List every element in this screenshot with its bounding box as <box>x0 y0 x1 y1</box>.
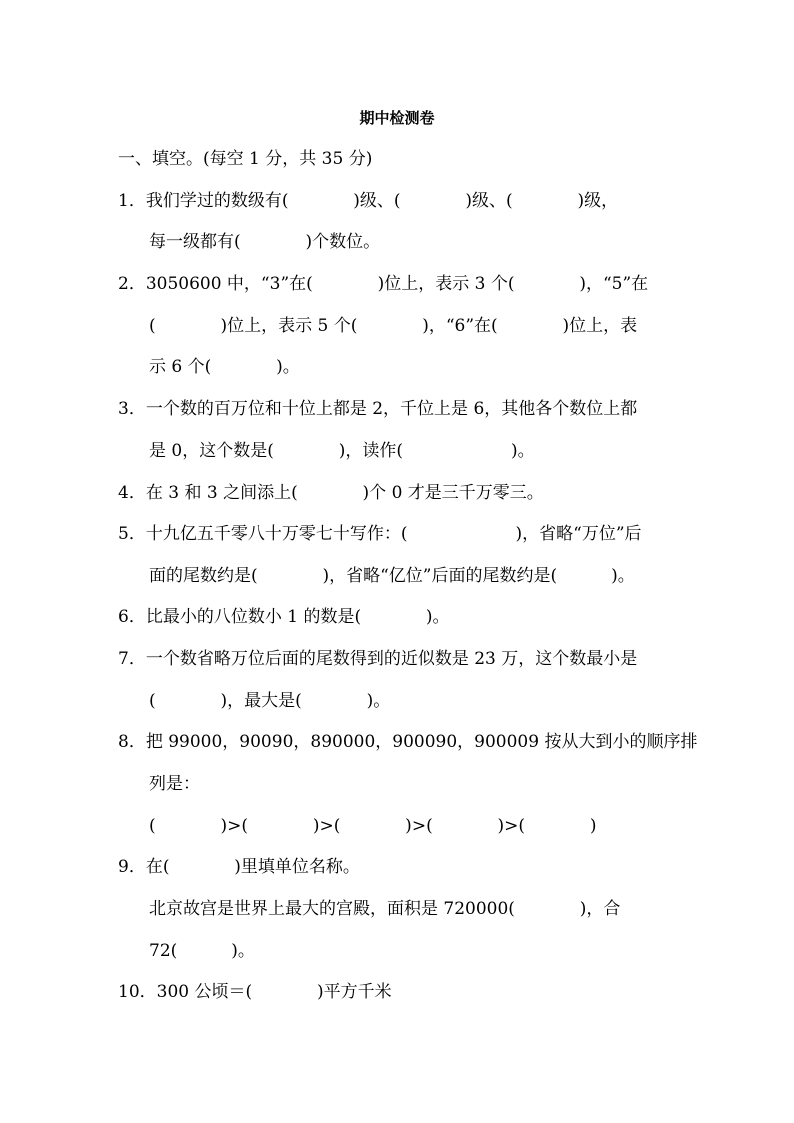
question-3-line-2: 是 0，这个数是( )，读作( )。 <box>149 441 535 461</box>
question-9-line-1: 9．在( )里填单位名称。 <box>118 857 360 877</box>
page-title: 期中检测卷 <box>359 109 435 127</box>
question-1-line-1: 1．我们学过的数级有( )级、( )级、( )级， <box>118 191 619 211</box>
question-2-line-2: ( )位上，表示 5 个( )，“6”在( )位上，表 <box>149 316 638 336</box>
question-9-line-3: 72( )。 <box>149 941 255 961</box>
question-5-line-2: 面的尾数约是( )，省略“亿位”后面的尾数约是( )。 <box>149 566 635 586</box>
question-10: 10．300 公顷＝( )平方千米 <box>118 982 392 1002</box>
question-1-line-2: 每一级都有( )个数位。 <box>149 232 381 252</box>
question-8-line-2: 列是： <box>149 774 200 794</box>
question-2-line-3: 示 6 个( )。 <box>149 357 300 377</box>
question-6: 6．比最小的八位数小 1 的数是( )。 <box>118 607 450 627</box>
question-8-line-1: 8．把 99000，90090，890000，900090，900009 按从大到小的顺序排 <box>118 732 698 752</box>
question-3-line-1: 3．一个数的百万位和十位上都是 2，千位上是 6，其他各个数位上都 <box>118 399 638 419</box>
question-9-line-2: 北京故宫是世界上最大的宫殿，面积是 720000( )，合 <box>149 899 621 919</box>
question-5-line-1: 5．十九亿五千零八十万零七十写作：( )，省略“万位”后 <box>118 524 642 544</box>
question-2-line-1: 2．3050600 中，“3”在( )位上，表示 3 个( )，“5”在 <box>118 274 649 294</box>
question-4: 4．在 3 和 3 之间添上( )个 0 才是三千万零三。 <box>118 483 544 503</box>
question-8-blanks: ( )>( )>( )>( )>( ) <box>149 816 597 836</box>
question-7-line-2: ( )，最大是( )。 <box>149 691 391 711</box>
question-7-line-1: 7．一个数省略万位后面的尾数得到的近似数是 23 万，这个数最小是 <box>118 649 638 669</box>
section-heading: 一、填空。(每空 1 分，共 35 分) <box>118 149 373 169</box>
